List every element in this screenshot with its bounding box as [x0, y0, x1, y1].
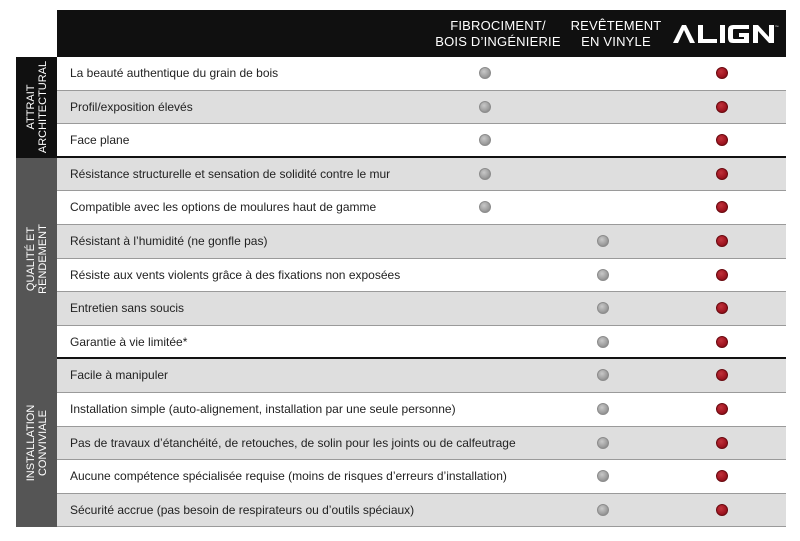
row-label: Compatible avec les options de moulures haut de gamme: [70, 200, 377, 215]
align-check-dot-icon: [716, 235, 728, 247]
row-label: La beauté authentique du grain de bois: [70, 66, 279, 80]
fibrociment-check-dot-icon: [479, 168, 491, 180]
row-label: Garantie à vie limitée*: [70, 334, 188, 349]
group-label-3: [16, 359, 57, 527]
vinyl-check-dot-icon: [597, 403, 609, 415]
row-label: Profil/exposition élevés: [70, 99, 193, 114]
table-row: [57, 225, 786, 259]
vinyl-check-dot-icon: [597, 336, 609, 348]
row-label: Facile à manipuler: [70, 368, 169, 383]
table-row: [57, 91, 786, 125]
group-label-text: ATTRAIT ARCHITECTURAL: [24, 61, 49, 154]
vinyl-check-dot-icon: [597, 437, 609, 449]
align-check-dot-icon: [716, 369, 728, 381]
column-header-vinyl: REVÊTEMENT EN VINYLE: [570, 18, 662, 49]
align-check-dot-icon: [716, 504, 728, 516]
row-label: Aucune compétence spécialisée requise (moins de risques d’erreurs d’installation): [70, 469, 507, 484]
row-label: Sécurité accrue (pas besoin de respirateurs ou d’outils spéciaux): [70, 502, 415, 517]
row-label: Résiste aux vents violents grâce à des fixations non exposées: [70, 267, 401, 282]
align-logo: [671, 23, 781, 45]
column-header-fibrociment: FIBROCIMENT/ BOIS D’INGÉNIERIE: [435, 18, 561, 49]
row-label: Face plane: [70, 133, 130, 148]
align-check-dot-icon: [716, 134, 728, 146]
group-label-2: [16, 158, 57, 360]
row-label: Entretien sans soucis: [70, 301, 185, 316]
fibrociment-check-dot-icon: [479, 67, 491, 79]
row-label: Installation simple (auto-alignement, installation par une seule personne): [70, 402, 456, 416]
table-header: [57, 10, 786, 57]
align-check-dot-icon: [716, 470, 728, 482]
table-row: [57, 494, 786, 528]
vinyl-check-dot-icon: [597, 269, 609, 281]
align-check-dot-icon: [716, 101, 728, 113]
table-row: [57, 393, 786, 427]
table-row: [57, 57, 786, 91]
fibrociment-check-dot-icon: [479, 101, 491, 113]
row-label: Résistant à l’humidité (ne gonfle pas): [70, 234, 268, 248]
group-label-text: INSTALLATION CONVIVIALE: [24, 405, 49, 482]
table-row: [57, 158, 786, 192]
align-check-dot-icon: [716, 403, 728, 415]
table-row: [57, 359, 786, 393]
fibrociment-check-dot-icon: [479, 134, 491, 146]
row-label: Résistance structurelle et sensation de solidité contre le mur: [70, 166, 391, 181]
row-label: Pas de travaux d’étanchéité, de retouches, de solin pour les joints ou de calfeutrage: [70, 435, 516, 450]
table-row: [57, 460, 786, 494]
vinyl-check-dot-icon: [597, 302, 609, 314]
group-label-1: [16, 57, 57, 158]
align-check-dot-icon: [716, 269, 728, 281]
vinyl-check-dot-icon: [597, 369, 609, 381]
table-row: [57, 292, 786, 326]
table-row: [57, 124, 786, 158]
align-check-dot-icon: [716, 302, 728, 314]
vinyl-check-dot-icon: [597, 504, 609, 516]
table-row: [57, 191, 786, 225]
vinyl-check-dot-icon: [597, 235, 609, 247]
table-row: [57, 326, 786, 360]
align-check-dot-icon: [716, 168, 728, 180]
align-check-dot-icon: [716, 437, 728, 449]
align-check-dot-icon: [716, 336, 728, 348]
group-label-text: QUALITÉ ET RENDEMENT: [24, 223, 49, 294]
svg-text:™: ™: [775, 25, 779, 29]
vinyl-check-dot-icon: [597, 470, 609, 482]
align-check-dot-icon: [716, 201, 728, 213]
align-check-dot-icon: [716, 67, 728, 79]
fibrociment-check-dot-icon: [479, 201, 491, 213]
table-row: [57, 259, 786, 293]
table-row: [57, 427, 786, 461]
